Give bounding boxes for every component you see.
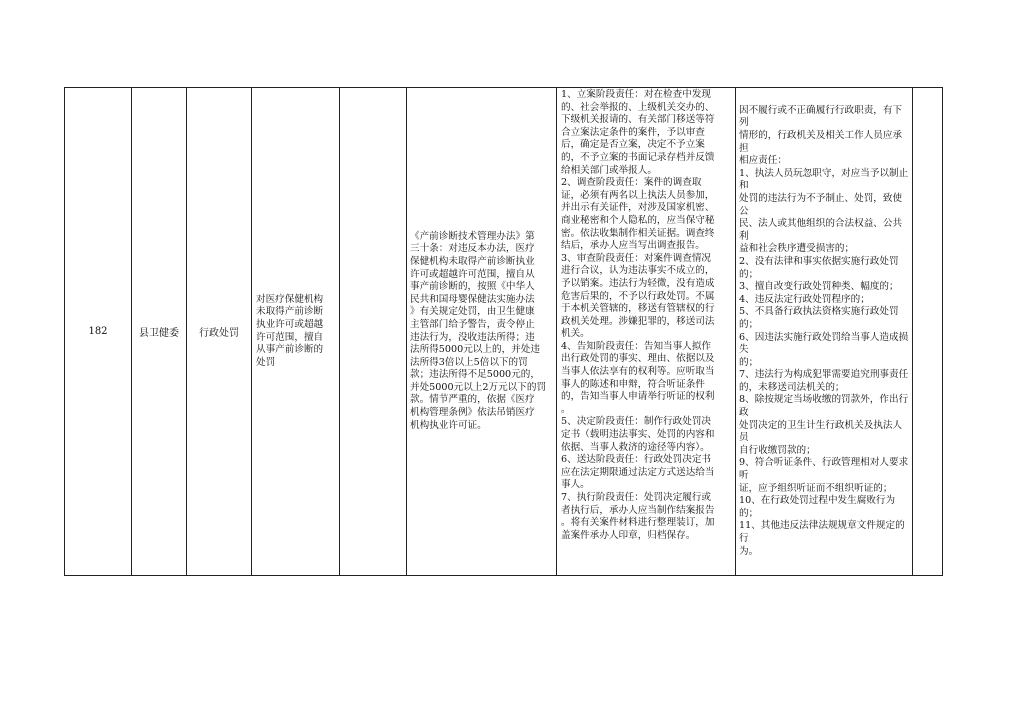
accountability-text: 因不履行或不正确履行行政职责，有下列 情形的，行政机关及相关工作人员应承担 相应责任： 1、执法人员玩忽职守，对应当予以制止和 处罚的违法行为不予制止、处罚，致使公 民、法人或其他组织的合法权益、公共利 益和社会秩序遭受损害的； 2、没有法律和事实依据实施行政处罚的； 3、擅自改变行政处罚种类、幅度的； 4、违反法定行政处罚程序的； 5、不具备行政执法资格实施行政处罚的； 6、因违法实施行政处罚给当事人造成损失 的； 7、违法行为构成犯罪需要追究刑事责任 的，未移送司法机关的； 8、除按规定当场收缴的罚款外，作出行政 处罚决定的卫生计生行政机关及执法人员 自行收缴罚款的； 9、符合听证条件、行政管理相对人要求听 证，应予组织听证而不组织听证的； 10、在行政处罚过程中发生腐败行为的； 11、其他违反法律法规规章文件规定的行 为。: [739, 104, 909, 557]
responsibility-text: 1、立案阶段责任：对在检查中发现 的、社会举报的、上级机关交办的、 下级机关报请的、有关部门移送等符 合立案法定条件的案件，予以审查 后，确定是否立案，决定不予立案 的，不予立案的书面记录存档并反馈 给相关部门或举报人。 2、调查阶段责任：案件的调查取 证，必须有两名以上执法人员参加， 并出示有关证件，对涉及国家机密、 商业秘密和个人隐私的，应当保守秘 密。依法收集制作相关证据。调查终 结后，承办人应当写出调查报告。 3、审查阶段责任：对案件调查情况 进行合议，认为违法事实不成立的， 予以销案。违法行为轻微，没有造成 危害后果的，不予以行政处罚。不属 于本机关管辖的，移送有管辖权的行 政机关处理。涉嫌犯罪的，移送司法 机关。 4、告知阶段责任：告知当事人拟作 出行政处罚的事实、理由、依据以及 当事人依法享有的权利等。应听取当 事人的陈述和申辩，符合听证条件 的，告知当事人申请举行听证的权利 。 5、决定阶段责任：制作行政处罚决 定书（载明违法事实、处罚的内容和 依据、当事人救济的途径等内容）。 6、送达阶段责任：行政处罚决定书 应在法定期限通过法定方式送达给当 事人。 7、执行阶段责任：处罚决定履行或 者执行后，承办人应当制作结案报告 。将有关案件材料进行整理装订，加 盖案件承办人印章，归档保存。: [561, 89, 715, 541]
legal-basis-cell: [407, 88, 557, 576]
accountability-cell: [736, 88, 913, 576]
power-list-table: [64, 87, 943, 576]
responsibility-cell: [557, 88, 736, 576]
remarks-cell: [913, 88, 943, 576]
legal-basis-text: 《产前诊断技术管理办法》第 三十条：对违反本办法，医疗 保健机构未取得产前诊断执业 许可或超越许可范围，擅自从 事产前诊断的，按照《中华人 民共和国母婴保健法实施办法 》有关规定处罚，由卫生健康 主管部门给予警告，责令停止 违法行为，没收违法所得；违 法所得5000元以上的，并处违 法所得3倍以上5倍以下的罚 款；违法所得不足5000元的， 并处5000元以上2万元以下的罚 款。情节严重的，依据《医疗 机构管理条例》依法吊销医疗 机构执业许可证。: [410, 230, 547, 431]
category-cell: 行政处罚: [187, 88, 252, 576]
sub-item-cell: [340, 88, 407, 576]
table-row: [65, 88, 943, 576]
department-cell: 县卫健委: [132, 88, 187, 576]
item-name-cell: [252, 88, 340, 576]
row-number: 182: [65, 88, 132, 576]
item-name-text: 对医疗保健机构 未取得产前诊断 执业许可或超越 许可范围，擅自 从事产前诊断的 处罚: [256, 293, 324, 368]
